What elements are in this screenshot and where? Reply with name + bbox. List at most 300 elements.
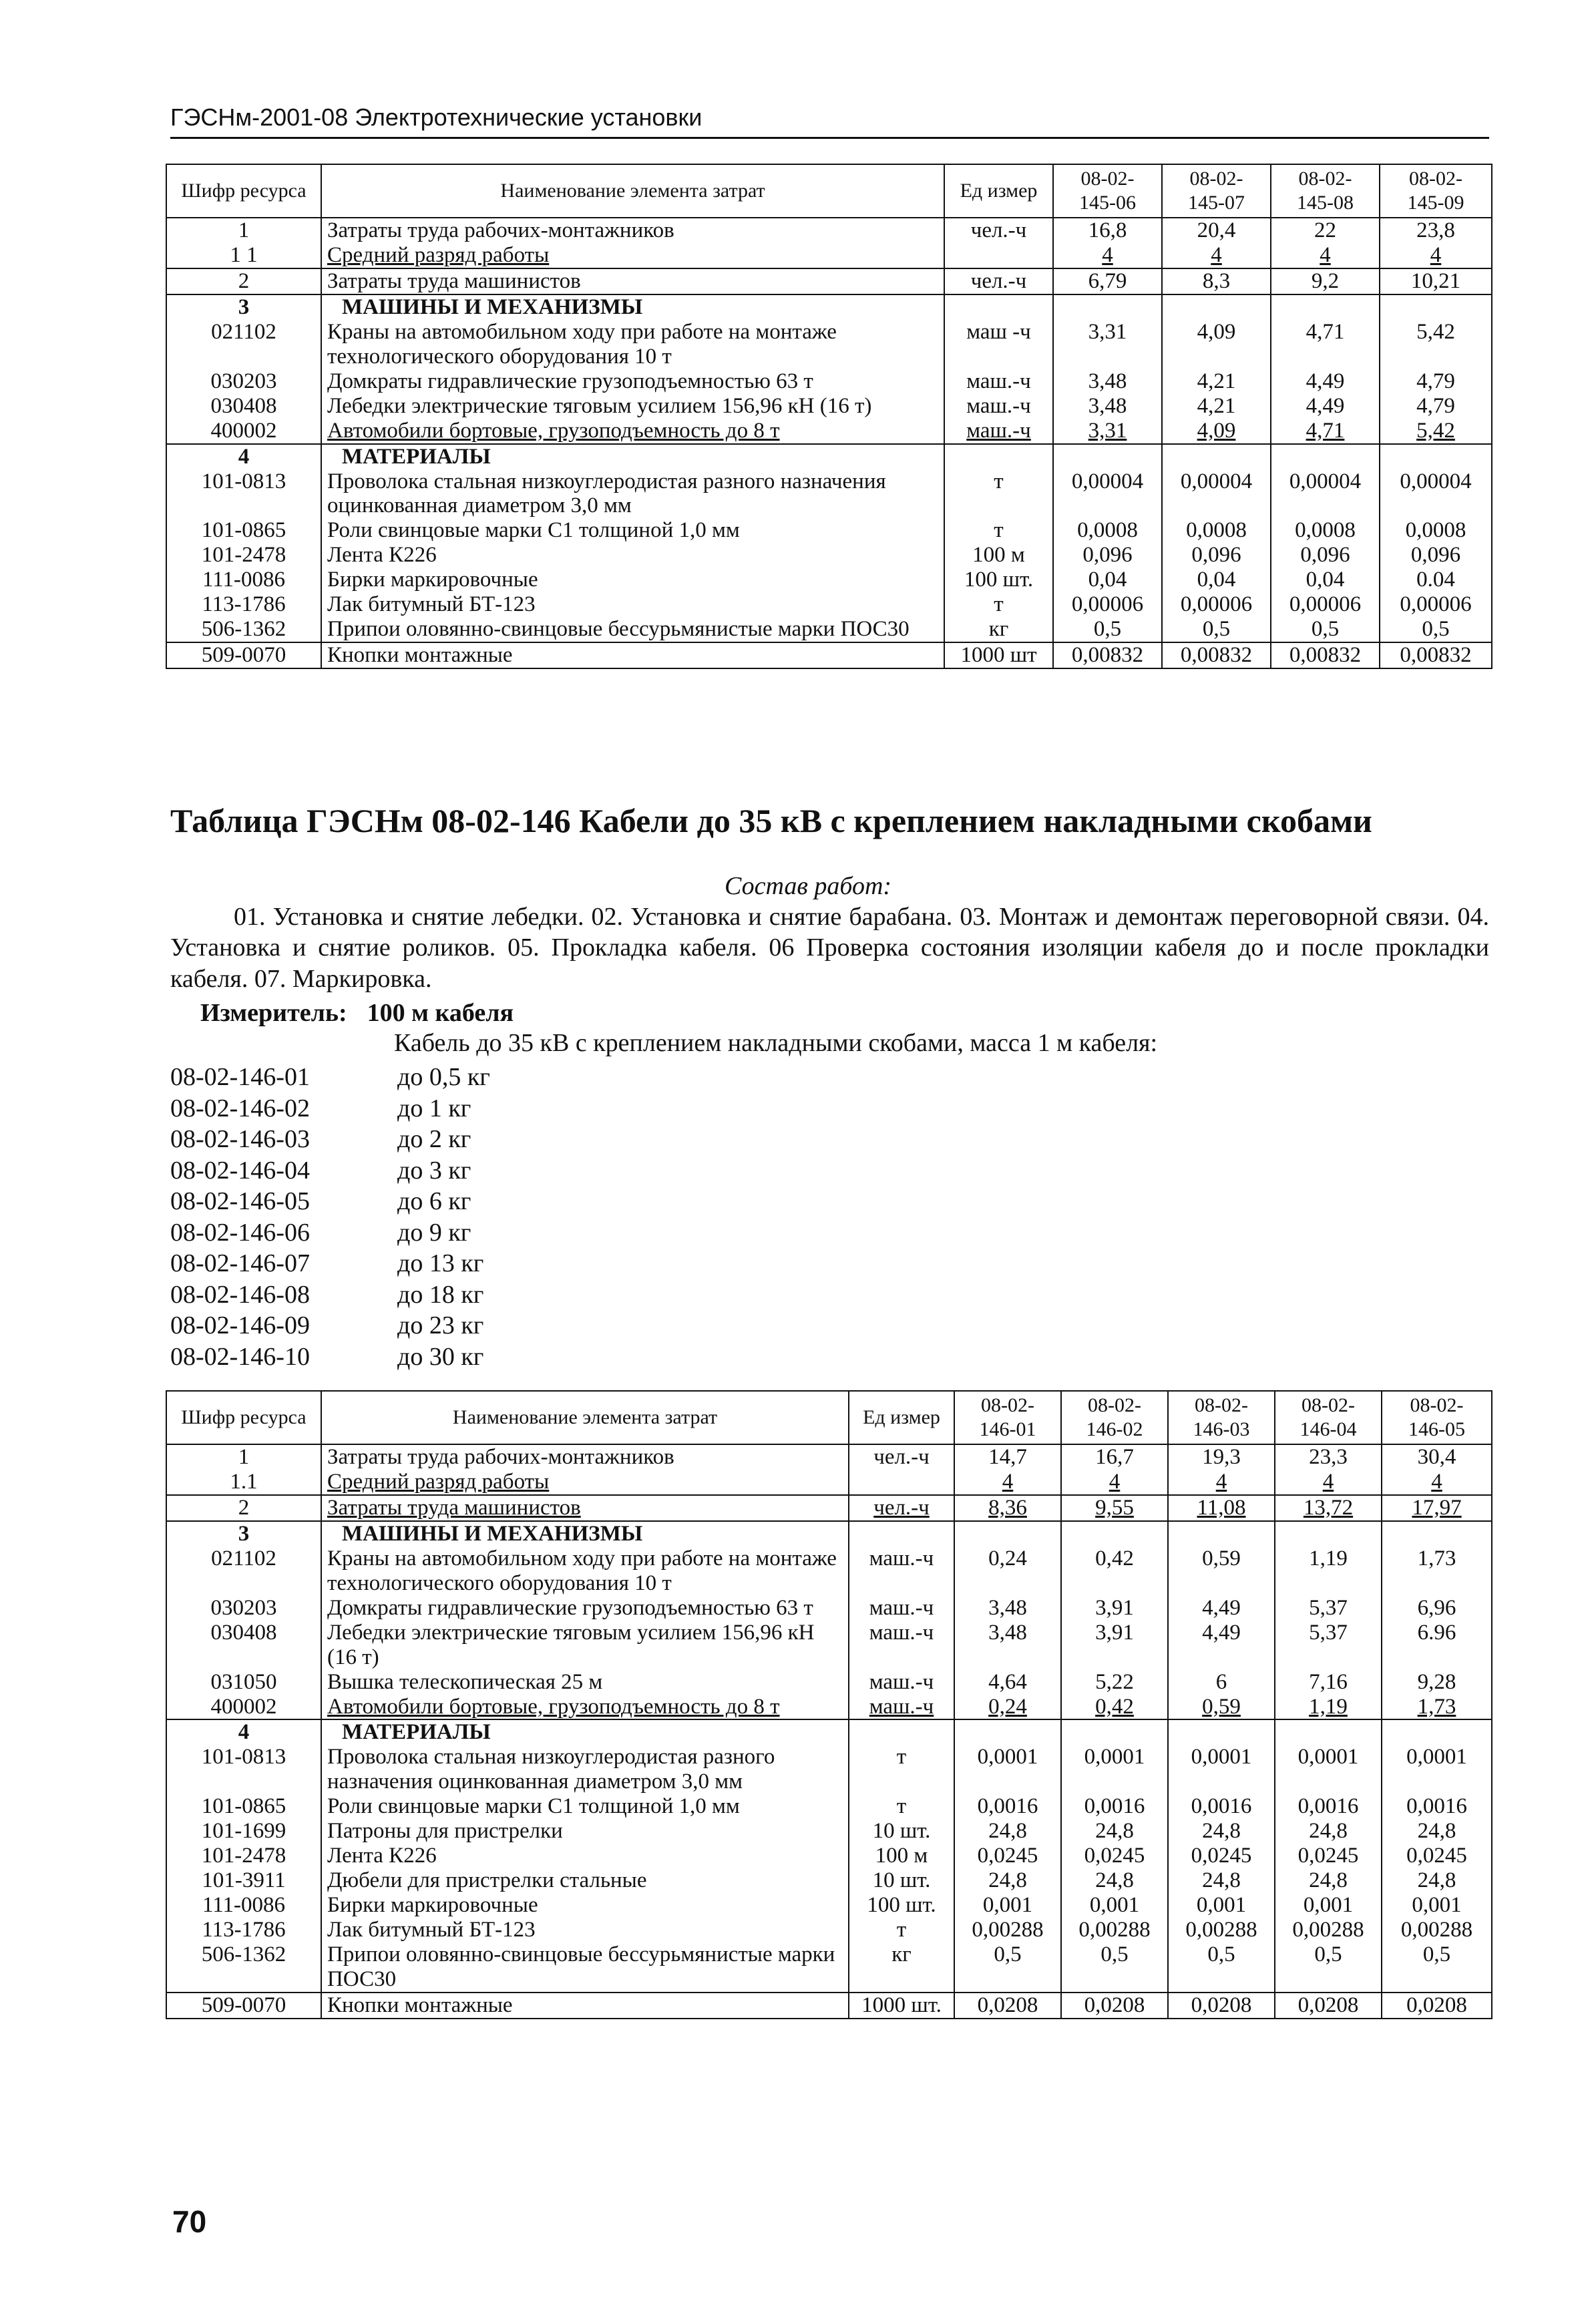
variant-code: 08-02-146-07 [170, 1249, 310, 1278]
resource-name-cell: Проволока стальная низкоуглеродистая разного назначения оцинкованная диаметром 3,0 мм [321, 469, 944, 519]
value-cell: 5,37 [1275, 1596, 1382, 1621]
value-cell: 24,8 [1061, 1819, 1168, 1844]
resource-name-cell: Кнопки монтажные [321, 642, 944, 668]
value-cell [954, 1719, 1061, 1745]
value-cell: 4,79 [1380, 394, 1492, 419]
resource-code-cell: 031050 [166, 1670, 321, 1695]
header-rule [170, 137, 1489, 139]
value-cell: 0,0245 [1382, 1844, 1492, 1868]
measure-line [200, 998, 514, 1028]
resource-name-cell: Вышка телескопическая 25 м [321, 1670, 849, 1695]
value-cell: 0,00832 [1053, 642, 1162, 668]
resource-name-cell: Затраты труда машинистов [321, 268, 944, 294]
resource-code-cell: 111-0086 [166, 568, 321, 592]
column-header-variant: 08-02- 145-08 [1271, 164, 1380, 218]
resource-code-cell: 030203 [166, 1596, 321, 1621]
unit-cell: 1000 шт. [849, 1993, 954, 2019]
value-cell: 0,5 [1271, 617, 1380, 642]
resource-code-cell: 506-1362 [166, 1942, 321, 1993]
value-cell: 5,42 [1380, 419, 1492, 444]
value-cell: 0,00832 [1162, 642, 1271, 668]
unit-cell: т [944, 518, 1053, 543]
resource-name-cell: Патроны для пристрелки [321, 1819, 849, 1844]
unit-cell: 1000 шт [944, 642, 1053, 668]
value-cell: 8,3 [1162, 268, 1271, 294]
value-cell: 0,0016 [954, 1794, 1061, 1819]
unit-cell [944, 243, 1053, 268]
value-cell [1168, 1521, 1275, 1546]
value-cell: 1,73 [1382, 1546, 1492, 1596]
value-cell: 13,72 [1275, 1495, 1382, 1521]
table-row [166, 1596, 1492, 1621]
column-header-variant: 08-02- 146-02 [1061, 1391, 1168, 1444]
value-cell: 0,0008 [1162, 518, 1271, 543]
value-cell: 1,19 [1275, 1546, 1382, 1596]
resource-code-cell: 030408 [166, 394, 321, 419]
value-cell: 4,49 [1168, 1596, 1275, 1621]
unit-cell [849, 1719, 954, 1745]
value-cell: 0,001 [1382, 1893, 1492, 1918]
unit-cell: 10 шт. [849, 1868, 954, 1893]
resource-code-cell: 113-1786 [166, 1918, 321, 1942]
resource-code-cell: 101-3911 [166, 1868, 321, 1893]
resource-code-cell: 2 [166, 268, 321, 294]
value-cell: 10,21 [1380, 268, 1492, 294]
value-cell [1053, 294, 1162, 320]
value-cell: 0,00004 [1271, 469, 1380, 519]
resource-code-cell: 101-2478 [166, 543, 321, 568]
resource-name-cell: Лак битумный БТ-123 [321, 1918, 849, 1942]
unit-cell: 100 шт. [849, 1893, 954, 1918]
value-cell: 0,0001 [1061, 1745, 1168, 1794]
value-cell: 24,8 [1382, 1819, 1492, 1844]
value-cell: 24,8 [1061, 1868, 1168, 1893]
value-cell: 5,42 [1380, 320, 1492, 369]
variant-desc: до 13 кг [397, 1249, 484, 1278]
value-cell: 0,59 [1168, 1695, 1275, 1720]
unit-cell: чел.-ч [849, 1495, 954, 1521]
table-row [166, 543, 1492, 568]
column-header-variant: 08-02- 146-04 [1275, 1391, 1382, 1444]
value-cell: 0,5 [1275, 1942, 1382, 1993]
value-cell: 4,09 [1162, 320, 1271, 369]
value-cell: 0,00288 [1275, 1918, 1382, 1942]
unit-cell [944, 444, 1053, 469]
column-header-name: Наименование элемента затрат [321, 1391, 849, 1444]
resource-table-145 [166, 164, 1492, 669]
value-cell: 4,79 [1380, 369, 1492, 394]
resource-code-cell: 021102 [166, 1546, 321, 1596]
table-row [166, 394, 1492, 419]
value-cell [1271, 294, 1380, 320]
resource-name-cell: Припои оловянно-свинцовые бессурьмянистые марки ПОС30 [321, 1942, 849, 1993]
value-cell: 24,8 [1275, 1868, 1382, 1893]
value-cell [1162, 294, 1271, 320]
variant-code: 08-02-146-02 [170, 1094, 310, 1122]
value-cell: 23,3 [1275, 1444, 1382, 1470]
value-cell: 0,096 [1053, 543, 1162, 568]
value-cell: 4,71 [1271, 419, 1380, 444]
value-cell: 0,04 [1271, 568, 1380, 592]
value-cell: 0,001 [1061, 1893, 1168, 1918]
variant-desc: до 2 кг [397, 1125, 471, 1154]
value-cell: 30,4 [1382, 1444, 1492, 1470]
value-cell [1275, 1719, 1382, 1745]
table-row [166, 1495, 1492, 1521]
column-header-code: Шифр ресурса [166, 1391, 321, 1444]
table-row [166, 218, 1492, 243]
value-cell: 0,5 [1382, 1942, 1492, 1993]
resource-code-cell: 3 [166, 1521, 321, 1546]
table-row [166, 1942, 1492, 1993]
value-cell: 3,91 [1061, 1596, 1168, 1621]
variant-desc: до 3 кг [397, 1156, 471, 1185]
table-row [166, 1893, 1492, 1918]
unit-cell: чел.-ч [849, 1444, 954, 1470]
variant-desc: до 30 кг [397, 1342, 484, 1371]
resource-name-cell: Краны на автомобильном ходу при работе на монтаже технологического оборудования 10 т [321, 320, 944, 369]
value-cell: 16,7 [1061, 1444, 1168, 1470]
composition-heading: Состав работ: [725, 872, 892, 900]
composition-text: 01. Установка и снятие лебедки. 02. Установка и снятие барабана. 03. Монтаж и демонтаж переговорной связи. 04. Установка и снятие роликов. 05. Прокладка кабеля. 06 Проверка состояния изоляции кабеля до и после прокладки кабеля. 07. Маркировка. [170, 903, 1489, 993]
value-cell: 0,00832 [1271, 642, 1380, 668]
value-cell: 0,5 [954, 1942, 1061, 1993]
value-cell: 0,0245 [1168, 1844, 1275, 1868]
value-cell: 0,0001 [954, 1745, 1061, 1794]
resource-name-cell: Лента К226 [321, 543, 944, 568]
value-cell: 0,04 [1053, 568, 1162, 592]
unit-cell: т [849, 1918, 954, 1942]
value-cell [1382, 1719, 1492, 1745]
resource-name-cell: Краны на автомобильном ходу при работе на монтаже технологического оборудования 10 т [321, 1546, 849, 1596]
value-cell: 24,8 [1275, 1819, 1382, 1844]
value-cell: 4 [1162, 243, 1271, 268]
value-cell: 0,096 [1162, 543, 1271, 568]
resource-name-cell: Затраты труда машинистов [321, 1495, 849, 1521]
value-cell: 3,48 [1053, 369, 1162, 394]
table-row [166, 320, 1492, 369]
table-row [166, 1670, 1492, 1695]
value-cell: 0,0008 [1271, 518, 1380, 543]
resource-code-cell: 101-0813 [166, 1745, 321, 1794]
resource-name-cell: Средний разряд работы [321, 1470, 849, 1495]
resource-name-cell: Бирки маркировочные [321, 1893, 849, 1918]
section-title: Таблица ГЭСНм 08-02-146 Кабели до 35 кВ с креплением накладными скобами [170, 802, 1372, 839]
value-cell: 0,0208 [954, 1993, 1061, 2019]
value-cell: 0,0008 [1380, 518, 1492, 543]
value-cell: 0,0208 [1061, 1993, 1168, 2019]
section-row [166, 1719, 1492, 1745]
value-cell: 1,73 [1382, 1695, 1492, 1720]
value-cell [1380, 444, 1492, 469]
resource-code-cell: 021102 [166, 320, 321, 369]
unit-cell: маш.-ч [849, 1621, 954, 1670]
variant-desc: до 18 кг [397, 1280, 484, 1309]
variant-item [170, 1124, 490, 1155]
resource-name-cell: Домкраты гидравлические грузоподъемностью 63 т [321, 369, 944, 394]
value-cell: 6.96 [1382, 1621, 1492, 1670]
variant-code: 08-02-146-08 [170, 1280, 310, 1309]
unit-cell: маш.-ч [849, 1546, 954, 1596]
variant-desc: до 0,5 кг [397, 1063, 490, 1092]
value-cell: 0,001 [1275, 1893, 1382, 1918]
variants-list [170, 1062, 490, 1372]
value-cell: 0,0245 [1275, 1844, 1382, 1868]
value-cell: 0,096 [1271, 543, 1380, 568]
value-cell: 4,21 [1162, 394, 1271, 419]
value-cell: 24,8 [1168, 1819, 1275, 1844]
value-cell: 4 [1382, 1470, 1492, 1495]
value-cell: 4,09 [1162, 419, 1271, 444]
column-header-variant: 08-02- 146-01 [954, 1391, 1061, 1444]
value-cell: 0,24 [954, 1546, 1061, 1596]
value-cell: 6,96 [1382, 1596, 1492, 1621]
table-row [166, 1993, 1492, 2019]
value-cell: 3,31 [1053, 320, 1162, 369]
value-cell: 4,49 [1271, 394, 1380, 419]
variant-item [170, 1186, 490, 1217]
value-cell [1380, 294, 1492, 320]
resource-name-cell: Бирки маркировочные [321, 568, 944, 592]
value-cell: 0,5 [1061, 1942, 1168, 1993]
variant-code: 08-02-146-10 [170, 1342, 310, 1371]
resource-code-cell: 2 [166, 1495, 321, 1521]
variant-code: 08-02-146-06 [170, 1218, 310, 1247]
value-cell: 4,64 [954, 1670, 1061, 1695]
variant-code: 08-02-146-04 [170, 1156, 310, 1185]
value-cell: 0,42 [1061, 1695, 1168, 1720]
resource-name-cell: Лебедки электрические тяговым усилием 156,96 кН (16 т) [321, 394, 944, 419]
table-row [166, 243, 1492, 268]
unit-cell: маш.-ч [849, 1670, 954, 1695]
value-cell: 5,37 [1275, 1621, 1382, 1670]
value-cell: 0.04 [1380, 568, 1492, 592]
resource-name-cell: Дюбели для пристрелки стальные [321, 1868, 849, 1893]
value-cell [1271, 444, 1380, 469]
value-cell: 0,04 [1162, 568, 1271, 592]
value-cell: 0,0001 [1382, 1745, 1492, 1794]
unit-cell: маш.-ч [849, 1596, 954, 1621]
resource-name-cell: Автомобили бортовые, грузоподъемность до 8 т [321, 419, 944, 444]
resource-name-cell: МАШИНЫ И МЕХАНИЗМЫ [321, 294, 944, 320]
resource-name-cell: Роли свинцовые марки С1 толщиной 1,0 мм [321, 518, 944, 543]
value-cell: 0,00006 [1053, 592, 1162, 617]
resource-table-146 [166, 1390, 1492, 2019]
variant-item [170, 1310, 490, 1341]
table-row [166, 568, 1492, 592]
resource-code-cell: 3 [166, 294, 321, 320]
value-cell: 4 [1271, 243, 1380, 268]
value-cell [1162, 444, 1271, 469]
variant-desc: до 1 кг [397, 1094, 471, 1122]
value-cell: 5,22 [1061, 1670, 1168, 1695]
table-row [166, 1794, 1492, 1819]
value-cell: 9,2 [1271, 268, 1380, 294]
variant-desc: до 6 кг [397, 1187, 471, 1216]
value-cell: 0,00288 [1382, 1918, 1492, 1942]
value-cell: 0,0245 [954, 1844, 1061, 1868]
unit-cell: 100 м [849, 1844, 954, 1868]
value-cell: 3,48 [954, 1621, 1061, 1670]
value-cell: 3,31 [1053, 419, 1162, 444]
value-cell: 4,71 [1271, 320, 1380, 369]
resource-name-cell: Домкраты гидравлические грузоподъемностью 63 т [321, 1596, 849, 1621]
resource-name-cell: Лебедки электрические тяговым усилием 156,96 кН (16 т) [321, 1621, 849, 1670]
variant-code: 08-02-146-09 [170, 1311, 310, 1340]
resource-code-cell: 101-2478 [166, 1844, 321, 1868]
value-cell: 3,48 [1053, 394, 1162, 419]
value-cell: 0,001 [1168, 1893, 1275, 1918]
resource-code-cell: 509-0070 [166, 1993, 321, 2019]
value-cell: 0,5 [1380, 617, 1492, 642]
page-number: 70 [172, 2204, 207, 2239]
table-row [166, 1546, 1492, 1596]
value-cell: 0,0016 [1382, 1794, 1492, 1819]
table-row [166, 518, 1492, 543]
value-cell: 3,48 [954, 1596, 1061, 1621]
resource-name-cell: Автомобили бортовые, грузоподъемность до 8 т [321, 1695, 849, 1720]
variant-item [170, 1341, 490, 1373]
value-cell: 1,19 [1275, 1695, 1382, 1720]
variant-item [170, 1217, 490, 1249]
table-row [166, 268, 1492, 294]
value-cell [1061, 1521, 1168, 1546]
table-row [166, 1918, 1492, 1942]
value-cell: 0,00006 [1162, 592, 1271, 617]
table-row [166, 469, 1492, 519]
value-cell: 4 [954, 1470, 1061, 1495]
table-row [166, 1695, 1492, 1720]
resource-code-cell: 101-0813 [166, 469, 321, 519]
variant-item [170, 1248, 490, 1279]
value-cell: 24,8 [954, 1819, 1061, 1844]
resource-code-cell: 1 [166, 218, 321, 243]
value-cell: 0,0001 [1168, 1745, 1275, 1794]
value-cell [1168, 1719, 1275, 1745]
variant-item [170, 1155, 490, 1187]
value-cell: 0,00288 [1061, 1918, 1168, 1942]
variant-item [170, 1279, 490, 1311]
variant-item [170, 1093, 490, 1124]
unit-cell [849, 1521, 954, 1546]
value-cell: 0,24 [954, 1695, 1061, 1720]
variant-code: 08-02-146-05 [170, 1187, 310, 1216]
value-cell [1061, 1719, 1168, 1745]
resource-name-cell: Затраты труда рабочих-монтажников [321, 218, 944, 243]
value-cell: 6 [1168, 1670, 1275, 1695]
value-cell: 0,5 [1162, 617, 1271, 642]
value-cell: 0,00288 [954, 1918, 1061, 1942]
unit-cell [944, 294, 1053, 320]
value-cell: 20,4 [1162, 218, 1271, 243]
unit-cell: маш.-ч [849, 1695, 954, 1720]
resource-code-cell: 509-0070 [166, 642, 321, 668]
resource-code-cell: 506-1362 [166, 617, 321, 642]
value-cell: 0,0208 [1275, 1993, 1382, 2019]
resource-name-cell: Лента К226 [321, 1844, 849, 1868]
value-cell: 4 [1053, 243, 1162, 268]
table-row [166, 1819, 1492, 1844]
variant-desc: до 23 кг [397, 1311, 484, 1340]
variant-item [170, 1062, 490, 1093]
unit-cell: чел.-ч [944, 268, 1053, 294]
table-row [166, 419, 1492, 444]
resource-code-cell: 1.1 [166, 1470, 321, 1495]
value-cell: 8,36 [954, 1495, 1061, 1521]
column-header-variant: 08-02- 146-03 [1168, 1391, 1275, 1444]
variant-desc: до 9 кг [397, 1218, 471, 1247]
value-cell: 0,0001 [1275, 1745, 1382, 1794]
resource-name-cell: Затраты труда рабочих-монтажников [321, 1444, 849, 1470]
resource-code-cell: 1 [166, 1444, 321, 1470]
value-cell: 24,8 [1382, 1868, 1492, 1893]
value-cell: 0,00832 [1380, 642, 1492, 668]
unit-cell: маш.-ч [944, 369, 1053, 394]
column-header-variant: 08-02- 146-05 [1382, 1391, 1492, 1444]
section-row [166, 444, 1492, 469]
value-cell: 0,5 [1053, 617, 1162, 642]
unit-cell: т [849, 1745, 954, 1794]
value-cell: 0,59 [1168, 1546, 1275, 1596]
value-cell: 7,16 [1275, 1670, 1382, 1695]
value-cell: 0,00006 [1271, 592, 1380, 617]
value-cell: 4 [1061, 1470, 1168, 1495]
value-cell: 17,97 [1382, 1495, 1492, 1521]
unit-cell: кг [849, 1942, 954, 1993]
table-row [166, 369, 1492, 394]
table-row [166, 1844, 1492, 1868]
resource-code-cell: 030203 [166, 369, 321, 394]
table-row [166, 1470, 1492, 1495]
value-cell: 4 [1168, 1470, 1275, 1495]
value-cell: 4 [1380, 243, 1492, 268]
value-cell: 19,3 [1168, 1444, 1275, 1470]
column-header-name: Наименование элемента затрат [321, 164, 944, 218]
value-cell: 0,0008 [1053, 518, 1162, 543]
resource-code-cell: 400002 [166, 1695, 321, 1720]
column-header-unit: Ед измер [944, 164, 1053, 218]
section-row [166, 294, 1492, 320]
resource-code-cell: 101-0865 [166, 1794, 321, 1819]
value-cell: 0,0208 [1382, 1993, 1492, 2019]
resource-code-cell: 101-1699 [166, 1819, 321, 1844]
resource-name-cell: МАТЕРИАЛЫ [321, 444, 944, 469]
value-cell: 23,8 [1380, 218, 1492, 243]
resource-name-cell: Проволока стальная низкоуглеродистая разного назначения оцинкованная диаметром 3,0 мм [321, 1745, 849, 1794]
table-row [166, 592, 1492, 617]
column-header-variant: 08-02- 145-09 [1380, 164, 1492, 218]
value-cell: 0,5 [1168, 1942, 1275, 1993]
resource-name-cell: МАТЕРИАЛЫ [321, 1719, 849, 1745]
resource-code-cell: 4 [166, 444, 321, 469]
value-cell: 0,001 [954, 1893, 1061, 1918]
resource-code-cell: 030408 [166, 1621, 321, 1670]
column-header-code: Шифр ресурса [166, 164, 321, 218]
value-cell: 4 [1275, 1470, 1382, 1495]
resource-name-cell: Лак битумный БТ-123 [321, 592, 944, 617]
unit-cell: маш.-ч [944, 419, 1053, 444]
variant-code: 08-02-146-01 [170, 1063, 310, 1092]
variants-intro: Кабель до 35 кВ с креплением накладными скобами, масса 1 м кабеля: [394, 1029, 1158, 1057]
value-cell: 11,08 [1168, 1495, 1275, 1521]
value-cell: 4,21 [1162, 369, 1271, 394]
unit-cell: т [944, 592, 1053, 617]
resource-name-cell: Кнопки монтажные [321, 1993, 849, 2019]
section-row [166, 1521, 1492, 1546]
value-cell: 0,0016 [1168, 1794, 1275, 1819]
value-cell: 0,0245 [1061, 1844, 1168, 1868]
value-cell [1053, 444, 1162, 469]
